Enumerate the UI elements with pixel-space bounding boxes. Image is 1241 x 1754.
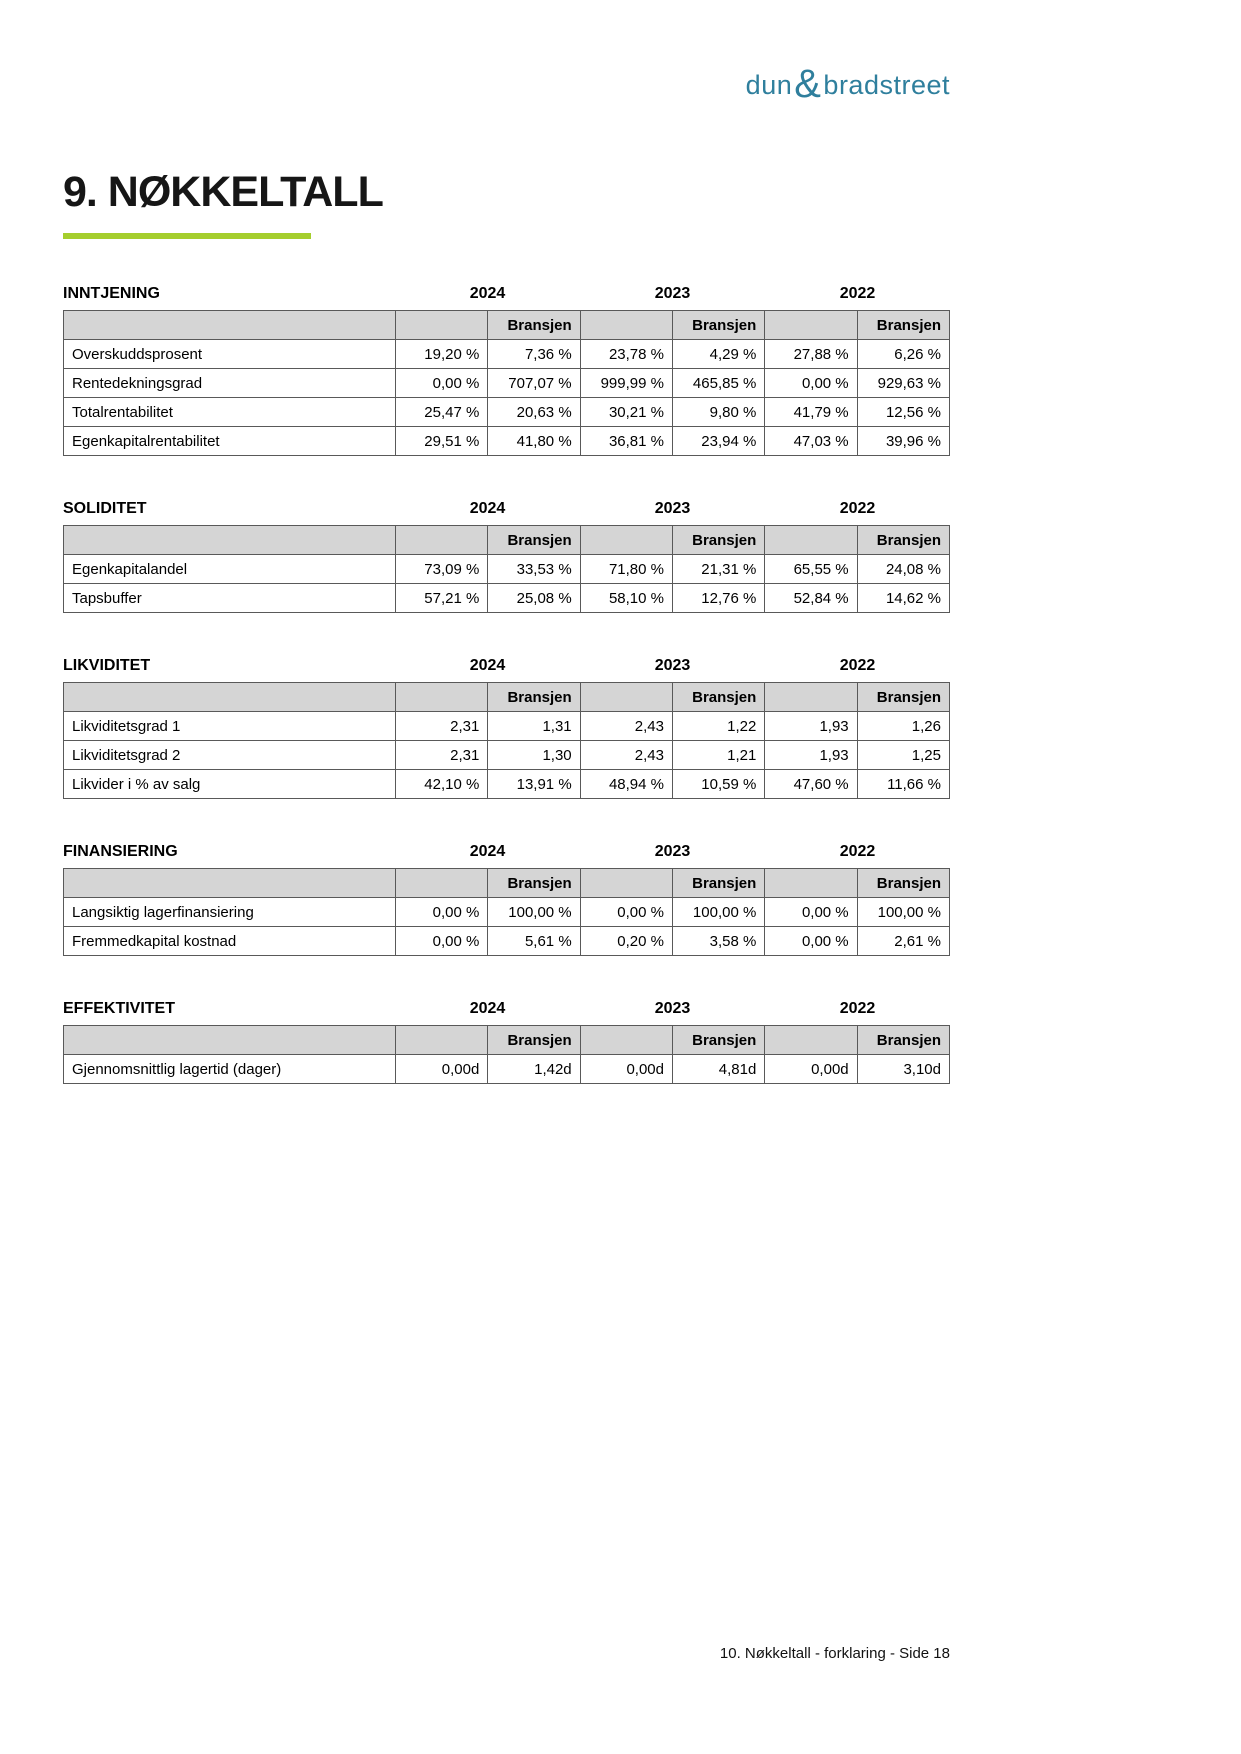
- value-cell: 47,60 %: [765, 770, 857, 799]
- value-cell: 465,85 %: [672, 369, 764, 398]
- section-title: EFFEKTIVITET: [63, 1000, 175, 1017]
- row-label: Likvider i % av salg: [64, 770, 396, 799]
- value-cell: 33,53 %: [488, 555, 580, 584]
- section-title: SOLIDITET: [63, 500, 147, 517]
- bransjen-header-empty-cell: [64, 311, 396, 340]
- value-cell: 14,62 %: [857, 584, 949, 613]
- company-header-empty-cell: [580, 1026, 672, 1055]
- year-label: 2023: [654, 657, 691, 674]
- bransjen-header-cell: Bransjen: [488, 526, 580, 555]
- value-cell: 11,66 %: [857, 770, 949, 799]
- dnb-logo: dun & bradstreet: [745, 62, 950, 106]
- value-cell: 41,80 %: [488, 427, 580, 456]
- value-cell: 7,36 %: [488, 340, 580, 369]
- value-cell: 1,25: [857, 741, 949, 770]
- value-cell: 2,31: [396, 741, 488, 770]
- bransjen-header-cell: Bransjen: [672, 311, 764, 340]
- value-cell: 1,42d: [488, 1055, 580, 1084]
- table-row: [64, 712, 950, 741]
- section-header-row-likviditet: [63, 657, 950, 675]
- bransjen-header-empty-cell: [64, 526, 396, 555]
- section-header-row-inntjening: [63, 285, 950, 303]
- value-cell: 12,76 %: [672, 584, 764, 613]
- year-label: 2023: [654, 1000, 691, 1017]
- value-cell: 36,81 %: [580, 427, 672, 456]
- bransjen-header-empty-cell: [64, 1026, 396, 1055]
- company-header-empty-cell: [580, 311, 672, 340]
- bransjen-header-row: [64, 1026, 950, 1055]
- row-label: Tapsbuffer: [64, 584, 396, 613]
- company-header-empty-cell: [765, 311, 857, 340]
- year-label: 2023: [654, 285, 691, 302]
- year-label: 2024: [469, 843, 506, 860]
- table-row: [64, 369, 950, 398]
- bransjen-header-row: [64, 683, 950, 712]
- value-cell: 13,91 %: [488, 770, 580, 799]
- value-cell: 0,00 %: [396, 898, 488, 927]
- value-cell: 12,56 %: [857, 398, 949, 427]
- row-label: Likviditetsgrad 2: [64, 741, 396, 770]
- value-cell: 929,63 %: [857, 369, 949, 398]
- value-cell: 1,21: [672, 741, 764, 770]
- bransjen-header-cell: Bransjen: [488, 1026, 580, 1055]
- value-cell: 47,03 %: [765, 427, 857, 456]
- table-row: [64, 1055, 950, 1084]
- section-soliditet: [63, 500, 950, 613]
- value-cell: 20,63 %: [488, 398, 580, 427]
- section-inntjening: [63, 285, 950, 456]
- year-label: 2024: [469, 285, 506, 302]
- row-label: Likviditetsgrad 1: [64, 712, 396, 741]
- kpi-table-effektivitet: [63, 1025, 950, 1084]
- value-cell: 2,61 %: [857, 927, 949, 956]
- value-cell: 19,20 %: [396, 340, 488, 369]
- value-cell: 999,99 %: [580, 369, 672, 398]
- value-cell: 29,51 %: [396, 427, 488, 456]
- title-block: [63, 168, 950, 239]
- bransjen-header-cell: Bransjen: [857, 1026, 949, 1055]
- value-cell: 707,07 %: [488, 369, 580, 398]
- section-header-row-soliditet: [63, 500, 950, 518]
- value-cell: 6,26 %: [857, 340, 949, 369]
- page-footer: 10. Nøkkeltall - forklaring - Side 18: [719, 1645, 950, 1662]
- bransjen-header-cell: Bransjen: [857, 311, 949, 340]
- kpi-table-inntjening: [63, 310, 950, 456]
- year-label: 2022: [839, 285, 876, 302]
- year-label: 2022: [839, 657, 876, 674]
- value-cell: 0,00 %: [396, 927, 488, 956]
- value-cell: 1,31: [488, 712, 580, 741]
- year-label: 2022: [839, 500, 876, 517]
- bransjen-header-cell: Bransjen: [672, 1026, 764, 1055]
- kpi-table-soliditet: [63, 525, 950, 613]
- value-cell: 30,21 %: [580, 398, 672, 427]
- value-cell: 71,80 %: [580, 555, 672, 584]
- value-cell: 25,08 %: [488, 584, 580, 613]
- value-cell: 21,31 %: [672, 555, 764, 584]
- value-cell: 0,00 %: [765, 927, 857, 956]
- value-cell: 3,58 %: [672, 927, 764, 956]
- value-cell: 73,09 %: [396, 555, 488, 584]
- value-cell: 39,96 %: [857, 427, 949, 456]
- section-finansiering: [63, 843, 950, 956]
- year-label: 2024: [469, 1000, 506, 1017]
- bransjen-header-cell: Bransjen: [857, 526, 949, 555]
- value-cell: 0,00 %: [765, 898, 857, 927]
- value-cell: 100,00 %: [672, 898, 764, 927]
- section-title: FINANSIERING: [63, 843, 178, 860]
- table-row: [64, 927, 950, 956]
- value-cell: 5,61 %: [488, 927, 580, 956]
- row-label: Langsiktig lagerfinansiering: [64, 898, 396, 927]
- row-label: Egenkapitalrentabilitet: [64, 427, 396, 456]
- year-label: 2023: [654, 500, 691, 517]
- value-cell: 0,00d: [396, 1055, 488, 1084]
- value-cell: 1,93: [765, 712, 857, 741]
- bransjen-header-cell: Bransjen: [672, 683, 764, 712]
- company-header-empty-cell: [396, 869, 488, 898]
- section-header-row-effektivitet: [63, 1000, 950, 1018]
- section-title: INNTJENING: [63, 285, 160, 302]
- company-header-empty-cell: [765, 526, 857, 555]
- value-cell: 4,81d: [672, 1055, 764, 1084]
- company-header-empty-cell: [396, 683, 488, 712]
- kpi-table-likviditet: [63, 682, 950, 799]
- year-label: 2022: [839, 1000, 876, 1017]
- value-cell: 48,94 %: [580, 770, 672, 799]
- value-cell: 52,84 %: [765, 584, 857, 613]
- bransjen-header-cell: Bransjen: [488, 869, 580, 898]
- table-row: [64, 398, 950, 427]
- company-header-empty-cell: [396, 526, 488, 555]
- table-row: [64, 741, 950, 770]
- bransjen-header-row: [64, 526, 950, 555]
- section-header-row-finansiering: [63, 843, 950, 861]
- section-effektivitet: [63, 1000, 950, 1084]
- value-cell: 0,00d: [580, 1055, 672, 1084]
- value-cell: 0,00d: [765, 1055, 857, 1084]
- company-header-empty-cell: [765, 869, 857, 898]
- company-header-empty-cell: [396, 1026, 488, 1055]
- page-title: 9. NØKKELTALL: [63, 168, 383, 216]
- row-label: Overskuddsprosent: [64, 340, 396, 369]
- value-cell: 27,88 %: [765, 340, 857, 369]
- table-row: [64, 427, 950, 456]
- company-header-empty-cell: [580, 869, 672, 898]
- table-row: [64, 898, 950, 927]
- bransjen-header-cell: Bransjen: [857, 683, 949, 712]
- bransjen-header-row: [64, 311, 950, 340]
- value-cell: 9,80 %: [672, 398, 764, 427]
- tables-container: [63, 285, 950, 1128]
- kpi-table-finansiering: [63, 868, 950, 956]
- year-label: 2024: [469, 500, 506, 517]
- year-label: 2022: [839, 843, 876, 860]
- value-cell: 25,47 %: [396, 398, 488, 427]
- row-label: Totalrentabilitet: [64, 398, 396, 427]
- table-row: [64, 584, 950, 613]
- value-cell: 3,10d: [857, 1055, 949, 1084]
- company-header-empty-cell: [580, 683, 672, 712]
- value-cell: 2,43: [580, 741, 672, 770]
- bransjen-header-cell: Bransjen: [672, 526, 764, 555]
- value-cell: 23,94 %: [672, 427, 764, 456]
- bransjen-header-row: [64, 869, 950, 898]
- bransjen-header-cell: Bransjen: [488, 311, 580, 340]
- value-cell: 2,31: [396, 712, 488, 741]
- value-cell: 2,43: [580, 712, 672, 741]
- value-cell: 42,10 %: [396, 770, 488, 799]
- bransjen-header-empty-cell: [64, 869, 396, 898]
- company-header-empty-cell: [765, 683, 857, 712]
- bransjen-header-cell: Bransjen: [488, 683, 580, 712]
- company-header-empty-cell: [765, 1026, 857, 1055]
- value-cell: 10,59 %: [672, 770, 764, 799]
- company-header-empty-cell: [580, 526, 672, 555]
- title-accent-bar: [63, 233, 311, 239]
- value-cell: 65,55 %: [765, 555, 857, 584]
- value-cell: 4,29 %: [672, 340, 764, 369]
- year-label: 2023: [654, 843, 691, 860]
- bransjen-header-cell: Bransjen: [857, 869, 949, 898]
- row-label: Rentedekningsgrad: [64, 369, 396, 398]
- value-cell: 100,00 %: [488, 898, 580, 927]
- table-row: [64, 340, 950, 369]
- value-cell: 0,20 %: [580, 927, 672, 956]
- value-cell: 24,08 %: [857, 555, 949, 584]
- value-cell: 57,21 %: [396, 584, 488, 613]
- bransjen-header-cell: Bransjen: [672, 869, 764, 898]
- value-cell: 0,00 %: [580, 898, 672, 927]
- value-cell: 23,78 %: [580, 340, 672, 369]
- row-label: Gjennomsnittlig lagertid (dager): [64, 1055, 396, 1084]
- value-cell: 1,93: [765, 741, 857, 770]
- row-label: Fremmedkapital kostnad: [64, 927, 396, 956]
- logo-text-dun: dun: [745, 70, 793, 100]
- value-cell: 1,26: [857, 712, 949, 741]
- section-title: LIKVIDITET: [63, 657, 151, 674]
- table-row: [64, 555, 950, 584]
- table-row: [64, 770, 950, 799]
- company-header-empty-cell: [396, 311, 488, 340]
- value-cell: 58,10 %: [580, 584, 672, 613]
- bransjen-header-empty-cell: [64, 683, 396, 712]
- section-likviditet: [63, 657, 950, 799]
- year-label: 2024: [469, 657, 506, 674]
- value-cell: 41,79 %: [765, 398, 857, 427]
- logo-text-bradstreet: bradstreet: [823, 70, 950, 100]
- value-cell: 0,00 %: [396, 369, 488, 398]
- value-cell: 1,22: [672, 712, 764, 741]
- value-cell: 100,00 %: [857, 898, 949, 927]
- row-label: Egenkapitalandel: [64, 555, 396, 584]
- value-cell: 0,00 %: [765, 369, 857, 398]
- value-cell: 1,30: [488, 741, 580, 770]
